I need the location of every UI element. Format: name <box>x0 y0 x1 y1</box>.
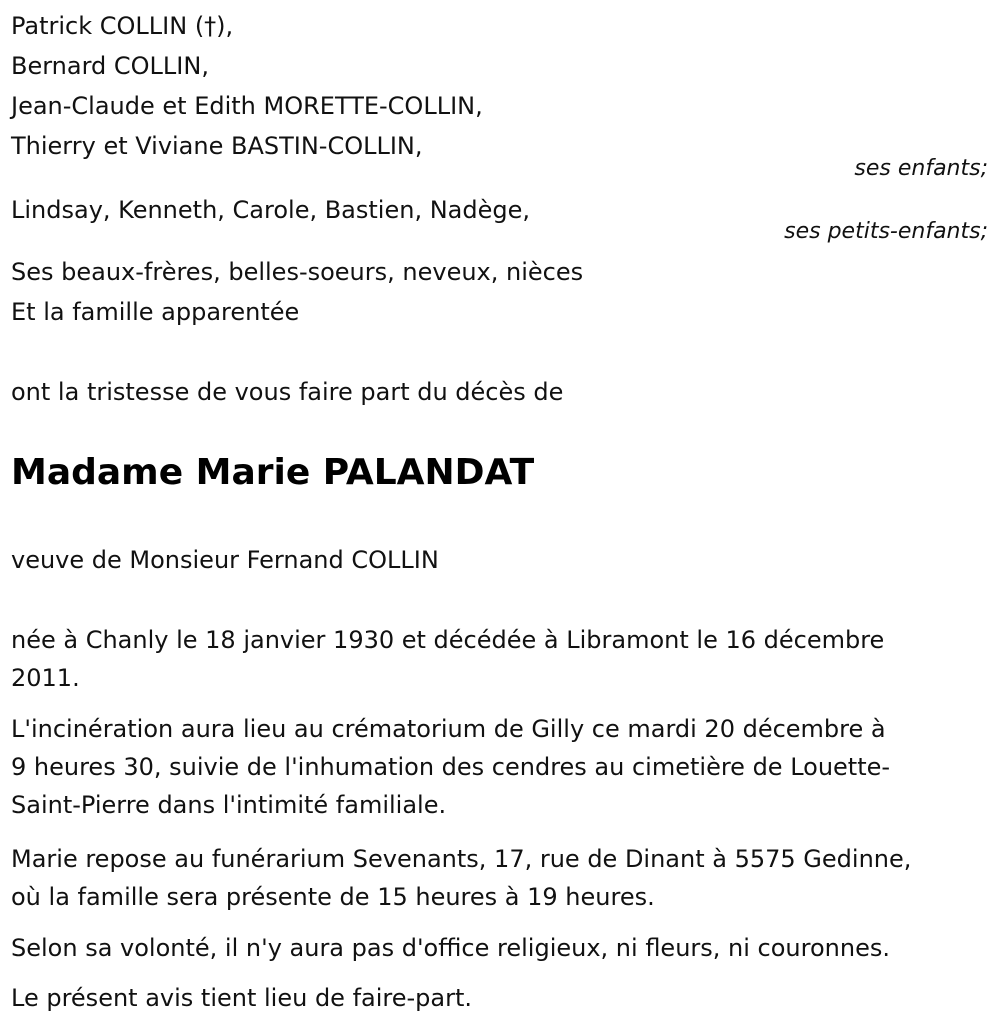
relatives-line: Et la famille apparentée <box>11 298 300 326</box>
paragraph-line: Marie repose au funérarium Sevenants, 17, rue de Dinant à 5575 Gedinne, <box>11 845 912 873</box>
birth-death-paragraph <box>11 621 991 697</box>
paragraph-line: Saint-Pierre dans l'intimité familiale. <box>11 791 447 819</box>
family-child-line: Jean-Claude et Edith MORETTE-COLLIN, <box>11 92 483 120</box>
grandchildren-line: Lindsay, Kenneth, Carole, Bastien, Nadège, <box>11 196 530 224</box>
notice-paragraph <box>11 979 991 1017</box>
paragraph-line: née à Chanly le 18 janvier 1930 et décédée à Libramont le 16 décembre <box>11 626 885 654</box>
relatives-line: Ses beaux-frères, belles-soeurs, neveux, nièces <box>11 258 584 286</box>
cremation-paragraph <box>11 710 991 824</box>
wishes-paragraph <box>11 929 991 967</box>
paragraph-line: Selon sa volonté, il n'y aura pas d'office religieux, ni fleurs, ni couronnes. <box>11 934 890 962</box>
paragraph-line: 2011. <box>11 664 80 692</box>
paragraph-line: L'incinération aura lieu au crématorium de Gilly ce mardi 20 décembre à <box>11 715 886 743</box>
deceased-name-heading: Madame Marie PALANDAT <box>11 452 535 493</box>
family-child-line: Bernard COLLIN, <box>11 52 209 80</box>
announcement-text: ont la tristesse de vous faire part du décès de <box>11 378 564 406</box>
paragraph-line: 9 heures 30, suivie de l'inhumation des cendres au cimetière de Louette- <box>11 753 891 781</box>
children-role-label: ses enfants; <box>854 156 988 181</box>
widow-of-text: veuve de Monsieur Fernand COLLIN <box>11 546 439 574</box>
funerarium-paragraph <box>11 840 991 916</box>
grandchildren-role-label: ses petits-enfants; <box>784 219 988 244</box>
paragraph-line: où la famille sera présente de 15 heures à 19 heures. <box>11 883 655 911</box>
paragraph-line: Le présent avis tient lieu de faire-part. <box>11 984 473 1012</box>
family-child-line: Patrick COLLIN (†), <box>11 12 234 40</box>
family-child-line: Thierry et Viviane BASTIN-COLLIN, <box>11 132 423 160</box>
